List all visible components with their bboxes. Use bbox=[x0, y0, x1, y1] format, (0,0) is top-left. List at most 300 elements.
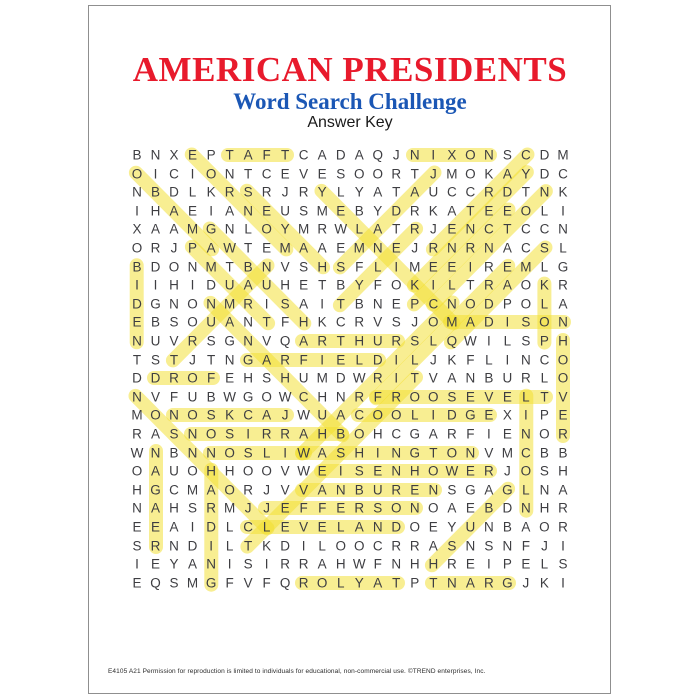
grid-cell: L bbox=[225, 519, 234, 535]
grid-cell: N bbox=[465, 537, 476, 553]
grid-cell: S bbox=[373, 500, 383, 516]
grid-cell: B bbox=[151, 184, 161, 200]
grid-cell: L bbox=[448, 277, 456, 293]
grid-cell: B bbox=[484, 370, 494, 386]
grid-cell: R bbox=[391, 389, 402, 405]
grid-cell: N bbox=[261, 258, 272, 274]
grid-cell: T bbox=[540, 389, 549, 405]
grid-cell: I bbox=[486, 426, 491, 442]
grid-cell: I bbox=[394, 258, 399, 274]
grid-cell: O bbox=[557, 351, 569, 367]
grid-cell: R bbox=[558, 277, 568, 293]
grid-cell: E bbox=[502, 389, 512, 405]
grid-cell: L bbox=[373, 258, 382, 274]
grid-cell: K bbox=[539, 277, 549, 293]
grid-cell: J bbox=[541, 537, 548, 553]
grid-cell: Q bbox=[150, 575, 161, 591]
grid-cell: S bbox=[169, 426, 179, 442]
grid-cell: M bbox=[279, 240, 291, 256]
grid-cell: G bbox=[224, 333, 235, 349]
grid-cell: U bbox=[206, 314, 216, 330]
grid-cell: T bbox=[466, 203, 475, 219]
grid-cell: E bbox=[447, 221, 457, 237]
grid-cell: W bbox=[130, 444, 144, 460]
grid-cell: D bbox=[132, 296, 142, 312]
grid-cell: E bbox=[151, 519, 161, 535]
grid-cell: F bbox=[299, 500, 308, 516]
grid-cell: B bbox=[558, 444, 568, 460]
grid-cell: O bbox=[520, 296, 532, 312]
grid-cell: T bbox=[410, 165, 419, 181]
grid-cell: U bbox=[465, 519, 476, 535]
grid-cell: N bbox=[224, 221, 235, 237]
grid-cell: E bbox=[336, 203, 346, 219]
grid-cell: V bbox=[262, 333, 272, 349]
grid-cell: B bbox=[243, 258, 253, 274]
grid-cell: L bbox=[485, 351, 493, 367]
grid-cell: C bbox=[354, 407, 365, 423]
grid-cell: E bbox=[299, 277, 309, 293]
grid-cell: T bbox=[410, 370, 419, 386]
grid-cell: C bbox=[391, 426, 402, 442]
grid-cell: N bbox=[243, 314, 253, 330]
grid-cell: E bbox=[317, 463, 327, 479]
grid-cell: M bbox=[205, 258, 217, 274]
grid-cell: O bbox=[224, 482, 235, 498]
grid-cell: H bbox=[317, 426, 328, 442]
grid-cell: O bbox=[372, 165, 384, 181]
grid-cell: I bbox=[561, 537, 565, 553]
grid-cell: O bbox=[187, 407, 198, 423]
grid-cell: A bbox=[299, 426, 309, 442]
grid-cell: I bbox=[486, 333, 491, 349]
grid-cell: E bbox=[188, 147, 198, 163]
grid-cell: S bbox=[521, 333, 531, 349]
grid-cell: T bbox=[336, 296, 345, 312]
grid-cell: Y bbox=[354, 277, 364, 293]
grid-cell: A bbox=[502, 165, 512, 181]
grid-cell: A bbox=[169, 221, 179, 237]
grid-cell: M bbox=[501, 444, 514, 460]
grid-cell: K bbox=[317, 314, 327, 330]
grid-cell: G bbox=[557, 258, 569, 274]
grid-cell: Q bbox=[279, 575, 291, 591]
grid-cell: J bbox=[244, 500, 252, 516]
grid-cell: R bbox=[409, 203, 420, 219]
grid-cell: E bbox=[502, 426, 512, 442]
grid-cell: E bbox=[336, 240, 346, 256]
grid-cell: W bbox=[297, 407, 311, 423]
grid-cell: O bbox=[446, 444, 458, 460]
grid-cell: I bbox=[431, 277, 436, 293]
grid-cell: E bbox=[280, 165, 290, 181]
grid-cell: A bbox=[188, 556, 198, 572]
grid-cell: U bbox=[372, 482, 383, 498]
grid-cell: I bbox=[264, 556, 269, 572]
grid-cell: H bbox=[150, 203, 161, 219]
grid-cell: N bbox=[206, 556, 216, 572]
grid-cell: M bbox=[446, 314, 458, 330]
grid-cell: S bbox=[558, 556, 568, 572]
grid-cell: A bbox=[317, 147, 327, 163]
grid-cell: C bbox=[558, 165, 568, 181]
grid-cell: A bbox=[410, 184, 420, 200]
grid-cell: N bbox=[484, 519, 494, 535]
grid-cell: O bbox=[353, 165, 365, 181]
grid-cell: E bbox=[465, 463, 475, 479]
grid-cell: S bbox=[243, 556, 253, 572]
grid-cell: C bbox=[243, 519, 253, 535]
grid-cell: B bbox=[354, 296, 364, 312]
grid-cell: O bbox=[520, 277, 532, 293]
grid-cell: M bbox=[353, 240, 365, 256]
grid-cell: F bbox=[206, 370, 216, 386]
grid-cell: S bbox=[169, 575, 179, 591]
grid-cell: F bbox=[318, 500, 327, 516]
grid-cell: A bbox=[465, 575, 475, 591]
grid-cell: P bbox=[539, 407, 549, 423]
grid-cell: R bbox=[298, 575, 309, 591]
footer-copyright: E4105 A21 Permission for reproduction is limited to individuals for educational, non-commercial use. ©TREND enterprises, Inc. bbox=[108, 668, 486, 675]
grid-cell: K bbox=[558, 184, 568, 200]
grid-cell: I bbox=[209, 203, 213, 219]
grid-cell: N bbox=[187, 444, 198, 460]
grid-cell: U bbox=[261, 277, 272, 293]
grid-cell: R bbox=[558, 519, 568, 535]
grid-cell: R bbox=[372, 370, 383, 386]
grid-cell: N bbox=[465, 221, 476, 237]
grid-cell: M bbox=[186, 221, 199, 237]
grid-cell: A bbox=[428, 426, 438, 442]
grid-cell: E bbox=[336, 351, 346, 367]
grid-cell: H bbox=[280, 370, 291, 386]
grid-cell: T bbox=[429, 575, 438, 591]
grid-cell: W bbox=[223, 240, 236, 256]
grid-cell: L bbox=[355, 351, 363, 367]
grid-cell: O bbox=[539, 314, 550, 330]
grid-cell: B bbox=[354, 482, 364, 498]
grid-cell: N bbox=[187, 258, 198, 274]
grid-cell: U bbox=[317, 407, 328, 423]
grid-cell: R bbox=[391, 333, 402, 349]
grid-cell: F bbox=[281, 314, 290, 330]
grid-cell: E bbox=[391, 240, 401, 256]
grid-cell: M bbox=[186, 575, 199, 591]
grid-cell: C bbox=[521, 240, 531, 256]
grid-cell: N bbox=[335, 389, 346, 405]
grid-cell: S bbox=[206, 333, 216, 349]
grid-cell: U bbox=[187, 389, 198, 405]
grid-cell: N bbox=[243, 333, 253, 349]
grid-cell: I bbox=[505, 351, 510, 367]
grid-cell: H bbox=[428, 556, 439, 572]
grid-cell: H bbox=[317, 389, 328, 405]
grid-cell: L bbox=[188, 184, 197, 200]
grid-cell: H bbox=[558, 333, 568, 349]
page-title: AMERICAN PRESIDENTS bbox=[132, 50, 568, 89]
grid-cell: J bbox=[411, 240, 419, 256]
grid-cell: H bbox=[317, 258, 328, 274]
grid-cell: N bbox=[132, 184, 142, 200]
grid-cell: I bbox=[227, 556, 232, 572]
grid-cell: N bbox=[169, 407, 179, 423]
grid-cell: N bbox=[521, 351, 531, 367]
grid-cell: G bbox=[502, 575, 513, 591]
grid-cell: E bbox=[132, 575, 142, 591]
grid-cell: S bbox=[243, 444, 253, 460]
grid-cell: E bbox=[132, 314, 142, 330]
grid-cell: N bbox=[391, 444, 402, 460]
grid-cell: O bbox=[205, 165, 217, 181]
grid-cell: G bbox=[150, 296, 161, 312]
grid-cell: J bbox=[281, 184, 289, 200]
grid-cell: R bbox=[446, 426, 457, 442]
grid-cell: R bbox=[484, 277, 494, 293]
grid-cell: E bbox=[262, 240, 272, 256]
grid-cell: R bbox=[484, 258, 494, 274]
grid-cell: H bbox=[169, 500, 179, 516]
grid-cell: D bbox=[391, 519, 402, 535]
grid-cell: A bbox=[317, 444, 327, 460]
grid-cell: W bbox=[278, 389, 292, 405]
grid-cell: I bbox=[190, 519, 195, 535]
grid-cell: N bbox=[409, 147, 420, 163]
grid-cell: L bbox=[540, 370, 549, 386]
grid-cell: E bbox=[188, 203, 198, 219]
grid-cell: J bbox=[429, 165, 437, 181]
grid-cell: R bbox=[484, 184, 494, 200]
grid-cell: A bbox=[206, 240, 216, 256]
grid-cell: L bbox=[355, 221, 363, 237]
grid-cell: L bbox=[262, 519, 271, 535]
grid-cell: A bbox=[299, 296, 309, 312]
grid-cell: C bbox=[372, 537, 383, 553]
grid-cell: R bbox=[243, 482, 253, 498]
grid-cell: W bbox=[334, 221, 348, 237]
grid-cell: R bbox=[391, 537, 402, 553]
grid-cell: M bbox=[186, 482, 199, 498]
grid-cell: V bbox=[151, 389, 161, 405]
grid-cell: A bbox=[317, 556, 327, 572]
grid-cell: J bbox=[522, 575, 530, 591]
grid-cell: V bbox=[484, 444, 494, 460]
grid-cell: R bbox=[391, 482, 402, 498]
grid-cell: N bbox=[521, 500, 531, 516]
grid-cell: U bbox=[280, 203, 291, 219]
grid-cell: W bbox=[463, 333, 477, 349]
grid-cell: J bbox=[429, 221, 437, 237]
grid-cell: R bbox=[428, 240, 439, 256]
grid-cell: H bbox=[224, 463, 235, 479]
grid-cell: L bbox=[318, 537, 326, 553]
grid-cell: L bbox=[244, 221, 252, 237]
grid-cell: L bbox=[336, 575, 345, 591]
grid-cell: D bbox=[132, 370, 142, 386]
grid-cell: M bbox=[131, 407, 143, 423]
grid-cell: K bbox=[539, 575, 549, 591]
grid-cell: R bbox=[465, 240, 476, 256]
grid-cell: D bbox=[372, 351, 383, 367]
grid-cell: C bbox=[521, 221, 531, 237]
grid-cell: D bbox=[206, 519, 216, 535]
grid-cell: T bbox=[243, 537, 253, 553]
grid-cell: S bbox=[447, 537, 457, 553]
grid-cell: K bbox=[206, 184, 216, 200]
grid-cell: V bbox=[280, 482, 290, 498]
grid-cell: A bbox=[521, 519, 531, 535]
grid-cell: N bbox=[187, 426, 198, 442]
grid-cell: C bbox=[243, 407, 253, 423]
grid-cell: S bbox=[410, 333, 420, 349]
grid-cell: S bbox=[447, 482, 457, 498]
grid-cell: N bbox=[539, 482, 550, 498]
grid-cell: R bbox=[446, 556, 457, 572]
grid-cell: I bbox=[431, 407, 436, 423]
grid-cell: D bbox=[206, 277, 216, 293]
grid-cell: A bbox=[373, 184, 383, 200]
grid-cell: A bbox=[502, 240, 512, 256]
grid-cell: H bbox=[243, 370, 253, 386]
grid-cell: J bbox=[170, 240, 178, 256]
grid-cell: C bbox=[539, 221, 550, 237]
grid-cell: U bbox=[224, 277, 235, 293]
grid-cell: S bbox=[299, 258, 309, 274]
grid-cell: C bbox=[298, 147, 309, 163]
grid-cell: G bbox=[205, 221, 217, 237]
grid-cell: O bbox=[557, 370, 569, 386]
grid-cell: E bbox=[428, 258, 438, 274]
grid-cell: N bbox=[372, 296, 383, 312]
grid-cell: G bbox=[242, 389, 254, 405]
grid-cell: E bbox=[447, 258, 457, 274]
grid-cell: R bbox=[391, 165, 402, 181]
grid-cell: I bbox=[283, 444, 288, 460]
grid-cell: O bbox=[391, 277, 402, 293]
grid-cell: I bbox=[209, 537, 213, 553]
grid-cell: R bbox=[484, 575, 494, 591]
grid-cell: S bbox=[484, 537, 494, 553]
grid-cell: A bbox=[206, 482, 216, 498]
grid-cell: F bbox=[373, 389, 382, 405]
grid-cell: H bbox=[335, 556, 346, 572]
grid-cell: N bbox=[502, 537, 513, 553]
grid-cell: E bbox=[484, 407, 494, 423]
grid-cell: H bbox=[372, 426, 383, 442]
grid-cell: E bbox=[391, 296, 401, 312]
grid-cell: E bbox=[484, 203, 494, 219]
grid-cell: Y bbox=[373, 203, 383, 219]
grid-cell: S bbox=[262, 370, 272, 386]
grid-cell: T bbox=[392, 575, 401, 591]
grid-cell: N bbox=[446, 240, 457, 256]
grid-cell: H bbox=[298, 314, 309, 330]
grid-cell: A bbox=[243, 147, 253, 163]
grid-cell: B bbox=[336, 277, 346, 293]
grid-cell: U bbox=[150, 333, 161, 349]
grid-cell: O bbox=[428, 500, 439, 516]
grid-cell: O bbox=[224, 444, 235, 460]
grid-cell: D bbox=[280, 537, 291, 553]
grid-cell: X bbox=[169, 147, 179, 163]
grid-cell: L bbox=[336, 519, 345, 535]
grid-cell: E bbox=[280, 519, 290, 535]
grid-cell: R bbox=[354, 500, 365, 516]
grid-cell: I bbox=[153, 165, 158, 181]
grid-cell: H bbox=[409, 556, 420, 572]
grid-cell: C bbox=[521, 147, 531, 163]
grid-cell: H bbox=[354, 444, 365, 460]
grid-cell: R bbox=[261, 426, 272, 442]
grid-cell: K bbox=[428, 203, 438, 219]
grid-cell: R bbox=[169, 370, 179, 386]
grid-cell: D bbox=[335, 147, 346, 163]
grid-cell: R bbox=[280, 556, 291, 572]
grid-cell: E bbox=[317, 165, 327, 181]
grid-cell: A bbox=[299, 333, 309, 349]
grid-cell: O bbox=[150, 407, 161, 423]
grid-cell: N bbox=[224, 165, 235, 181]
grid-cell: O bbox=[261, 389, 272, 405]
grid-cell: O bbox=[205, 426, 217, 442]
grid-cell: O bbox=[391, 500, 402, 516]
grid-cell: I bbox=[246, 426, 250, 442]
grid-cell: T bbox=[503, 221, 512, 237]
grid-cell: Y bbox=[354, 575, 364, 591]
grid-cell: E bbox=[262, 203, 272, 219]
grid-cell: R bbox=[150, 240, 161, 256]
grid-cell: P bbox=[188, 240, 198, 256]
grid-cell: R bbox=[317, 221, 328, 237]
grid-cell: C bbox=[335, 314, 346, 330]
grid-cell: T bbox=[392, 221, 401, 237]
grid-cell: B bbox=[484, 500, 494, 516]
grid-cell: N bbox=[206, 444, 216, 460]
grid-cell: T bbox=[243, 240, 253, 256]
grid-cell: E bbox=[225, 370, 235, 386]
grid-cell: N bbox=[372, 519, 383, 535]
grid-cell: N bbox=[391, 556, 402, 572]
grid-cell: V bbox=[280, 258, 290, 274]
grid-cell: D bbox=[187, 537, 198, 553]
grid-cell: Q bbox=[372, 147, 384, 163]
grid-cell: S bbox=[299, 203, 309, 219]
grid-cell: S bbox=[188, 500, 198, 516]
grid-cell: W bbox=[297, 463, 311, 479]
grid-cell: O bbox=[520, 203, 532, 219]
grid-cell: N bbox=[465, 370, 476, 386]
grid-cell: F bbox=[521, 537, 531, 553]
grid-cell: N bbox=[150, 444, 161, 460]
grid-cell: A bbox=[225, 314, 235, 330]
grid-cell: Q bbox=[446, 333, 458, 349]
grid-cell: O bbox=[428, 463, 439, 479]
grid-cell: E bbox=[151, 556, 161, 572]
grid-cell: T bbox=[169, 351, 179, 367]
grid-cell: I bbox=[375, 444, 380, 460]
grid-cell: O bbox=[539, 519, 550, 535]
grid-cell: J bbox=[263, 482, 270, 498]
grid-cell: I bbox=[320, 351, 325, 367]
grid-cell: S bbox=[169, 314, 179, 330]
grid-cell: T bbox=[336, 333, 345, 349]
grid-cell: L bbox=[411, 407, 419, 423]
grid-cell: M bbox=[223, 296, 236, 312]
grid-cell: L bbox=[411, 351, 419, 367]
grid-cell: L bbox=[336, 184, 345, 200]
grid-cell: D bbox=[484, 296, 494, 312]
grid-cell: K bbox=[262, 537, 272, 553]
grid-cell: N bbox=[206, 296, 216, 312]
